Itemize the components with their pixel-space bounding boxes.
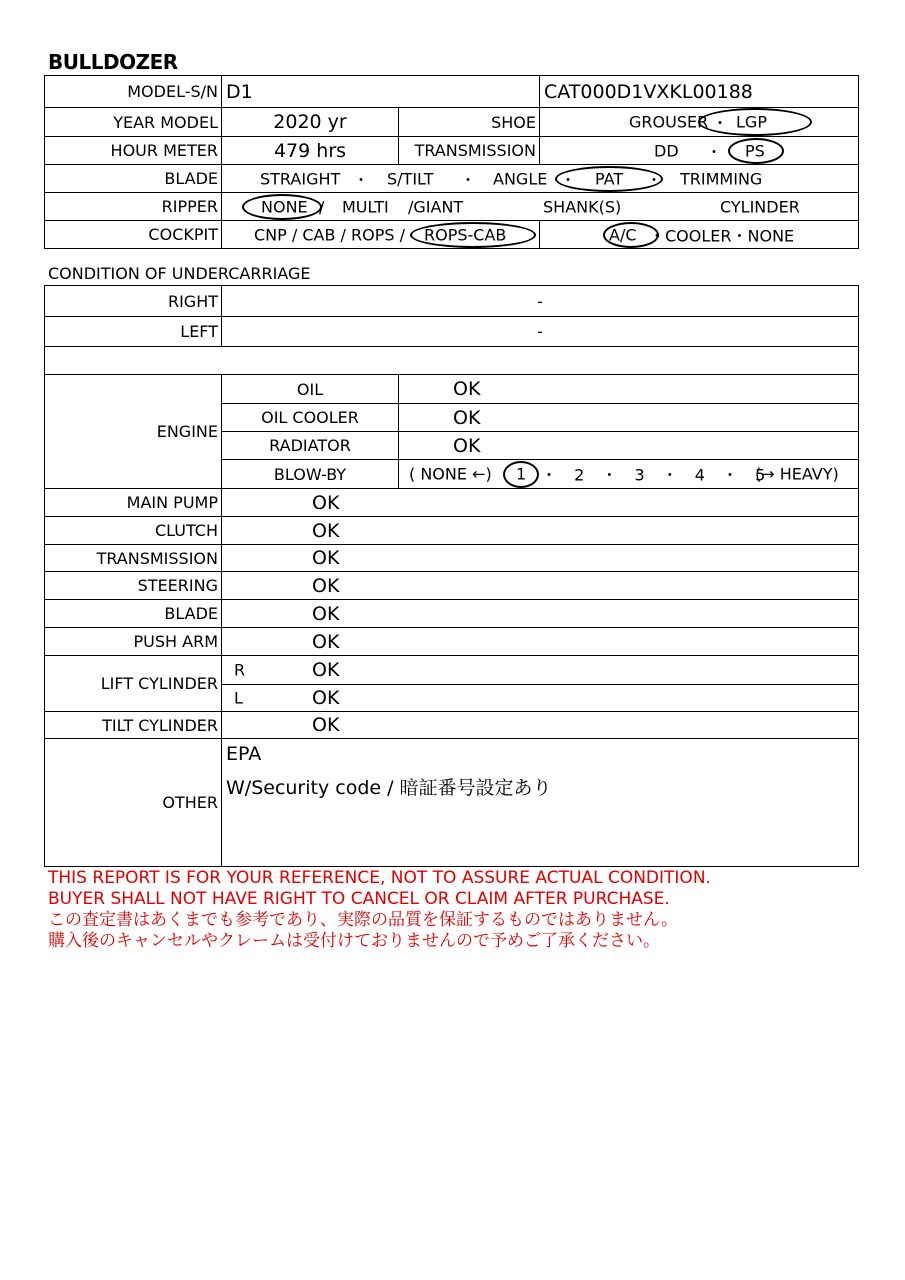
blow-by-end: (→ HEAVY): [755, 464, 839, 484]
cockpit-label: COCKPIT: [45, 221, 222, 249]
year-model-label: YEAR MODEL: [45, 108, 222, 137]
transmission-label: TRANSMISSION: [399, 137, 540, 165]
tilt-cylinder-label: TILT CYLINDER: [45, 712, 222, 739]
blade-option-trimming: TRIMMING: [680, 169, 763, 188]
main-pump-label: MAIN PUMP: [45, 489, 222, 517]
cockpit-option-cnp-cab-rops: CNP / CAB / ROPS /: [254, 225, 405, 244]
push-arm-label: PUSH ARM: [45, 628, 222, 656]
spec-table: [44, 75, 859, 249]
disclaimer-line-1: THIS REPORT IS FOR YOUR REFERENCE, NOT TO ASSURE ACTUAL CONDITION.: [48, 868, 711, 888]
aircon-option-ac: A/C: [609, 225, 637, 244]
selection-circle: [728, 138, 784, 164]
hour-meter-label: HOUR METER: [45, 137, 222, 165]
selection-circle: [698, 108, 812, 136]
blow-by-level-1: 1: [516, 464, 527, 484]
undercarriage-right-label: RIGHT: [45, 286, 222, 317]
cockpit-options: [222, 221, 540, 249]
undercarriage-right-value: -: [222, 286, 859, 317]
blow-by-scale: [399, 460, 859, 489]
blade-option-pat: PAT: [595, 169, 624, 188]
blow-by-label: BLOW-BY: [222, 460, 399, 489]
blade-separator: ・: [560, 170, 577, 189]
ripper-option-multi: MULTI: [342, 197, 389, 216]
condition-table: [44, 374, 859, 867]
other-label: OTHER: [45, 739, 222, 867]
shoe-options: [540, 108, 859, 137]
lift-cylinder-r-label: R: [234, 660, 246, 680]
disclaimer-line-3: この査定書はあくまでも参考であり、実際の品質を保証するものではありません。: [48, 910, 679, 930]
oil-value: OK: [399, 375, 859, 404]
selection-circle: [555, 166, 663, 192]
transmission-separator: ・: [706, 142, 723, 161]
radiator-value: OK: [399, 432, 859, 460]
ripper-option-cylinder: CYLINDER: [720, 197, 800, 216]
main-pump-value: OK: [222, 489, 859, 517]
ripper-separator: /: [319, 197, 325, 216]
blank-row: [45, 347, 859, 375]
lift-cylinder-l-value: OK: [312, 687, 340, 709]
cockpit-option-rops-cab: ROPS-CAB: [424, 225, 507, 244]
clutch-label: CLUTCH: [45, 517, 222, 545]
lift-cylinder-r-row: [222, 656, 859, 685]
transmission-option-dd: DD: [654, 141, 679, 160]
selection-circle: [242, 194, 325, 220]
blade-label: BLADE: [45, 165, 222, 193]
undercarriage-left-value: -: [222, 317, 859, 347]
oil-label: OIL: [222, 375, 399, 404]
ripper-option-none: NONE: [261, 197, 308, 216]
ripper-option-giant: /GIANT: [408, 197, 464, 216]
transmission-condition-label: TRANSMISSION: [45, 545, 222, 572]
ripper-options: [222, 193, 859, 221]
shoe-label: SHOE: [399, 108, 540, 137]
push-arm-value: OK: [222, 628, 859, 656]
transmission-options: [540, 137, 859, 165]
selection-circle: [503, 461, 539, 488]
ripper-option-shanks: SHANK(S): [543, 197, 622, 216]
shoe-option-grouser: GROUSER: [629, 112, 709, 132]
disclaimer-line-4: 購入後のキャンセルやクレームは受付けておりませんので予めご了承ください。: [48, 931, 660, 951]
undercarriage-left-label: LEFT: [45, 317, 222, 347]
serial-value: CAT000D1VXKL00188: [540, 76, 859, 108]
blade-option-stilt: S/TILT: [387, 169, 434, 188]
tilt-cylinder-value: OK: [222, 712, 859, 739]
document-title: BULLDOZER: [48, 50, 178, 74]
shoe-option-lgp: LGP: [736, 112, 767, 132]
selection-circle: [603, 222, 659, 248]
year-model-value: 2020 yr: [222, 108, 399, 137]
ripper-label: RIPPER: [45, 193, 222, 221]
steering-label: STEERING: [45, 572, 222, 600]
steering-value: OK: [222, 572, 859, 600]
disclaimer-line-2: BUYER SHALL NOT HAVE RIGHT TO CANCEL OR CLAIM AFTER PURCHASE.: [48, 889, 670, 909]
shoe-separator: ・: [712, 113, 729, 133]
lift-cylinder-l-row: [222, 685, 859, 712]
blade-separator: ・: [353, 170, 370, 189]
blade-option-angle: ANGLE: [493, 169, 548, 188]
blade-condition-label: BLADE: [45, 600, 222, 628]
radiator-label: RADIATOR: [222, 432, 399, 460]
hour-meter-value: 479 hrs: [222, 137, 399, 165]
undercarriage-heading: CONDITION OF UNDERCARRIAGE: [48, 264, 311, 283]
lift-cylinder-label: LIFT CYLINDER: [45, 656, 222, 712]
model-value: D1: [222, 76, 540, 108]
selection-circle: [410, 222, 536, 248]
disclaimer: [48, 868, 711, 952]
oil-cooler-label: OIL COOLER: [222, 404, 399, 432]
blade-separator: ・: [646, 170, 663, 189]
other-note-epa: EPA: [226, 743, 262, 765]
blade-separator: ・: [460, 170, 477, 189]
blade-option-straight: STRAIGHT: [260, 169, 341, 188]
other-note-security: W/Security code / 暗証番号設定あり: [226, 777, 552, 799]
blade-options: [222, 165, 859, 193]
clutch-value: OK: [222, 517, 859, 545]
aircon-option-cooler-none: ・COOLER・NONE: [649, 226, 795, 245]
model-sn-label: MODEL-S/N: [45, 76, 222, 108]
undercarriage-table: [44, 285, 859, 375]
blow-by-start: ( NONE ←): [409, 464, 492, 484]
blow-by-levels: ・ 2 ・ 3 ・ 4 ・ 5: [541, 465, 766, 485]
transmission-option-ps: PS: [745, 141, 765, 160]
other-notes: [222, 739, 859, 867]
engine-label: ENGINE: [45, 375, 222, 489]
lift-cylinder-l-label: L: [234, 688, 243, 708]
lift-cylinder-r-value: OK: [312, 659, 340, 681]
aircon-options: [540, 221, 859, 249]
transmission-condition-value: OK: [222, 545, 859, 572]
blade-condition-value: OK: [222, 600, 859, 628]
oil-cooler-value: OK: [399, 404, 859, 432]
